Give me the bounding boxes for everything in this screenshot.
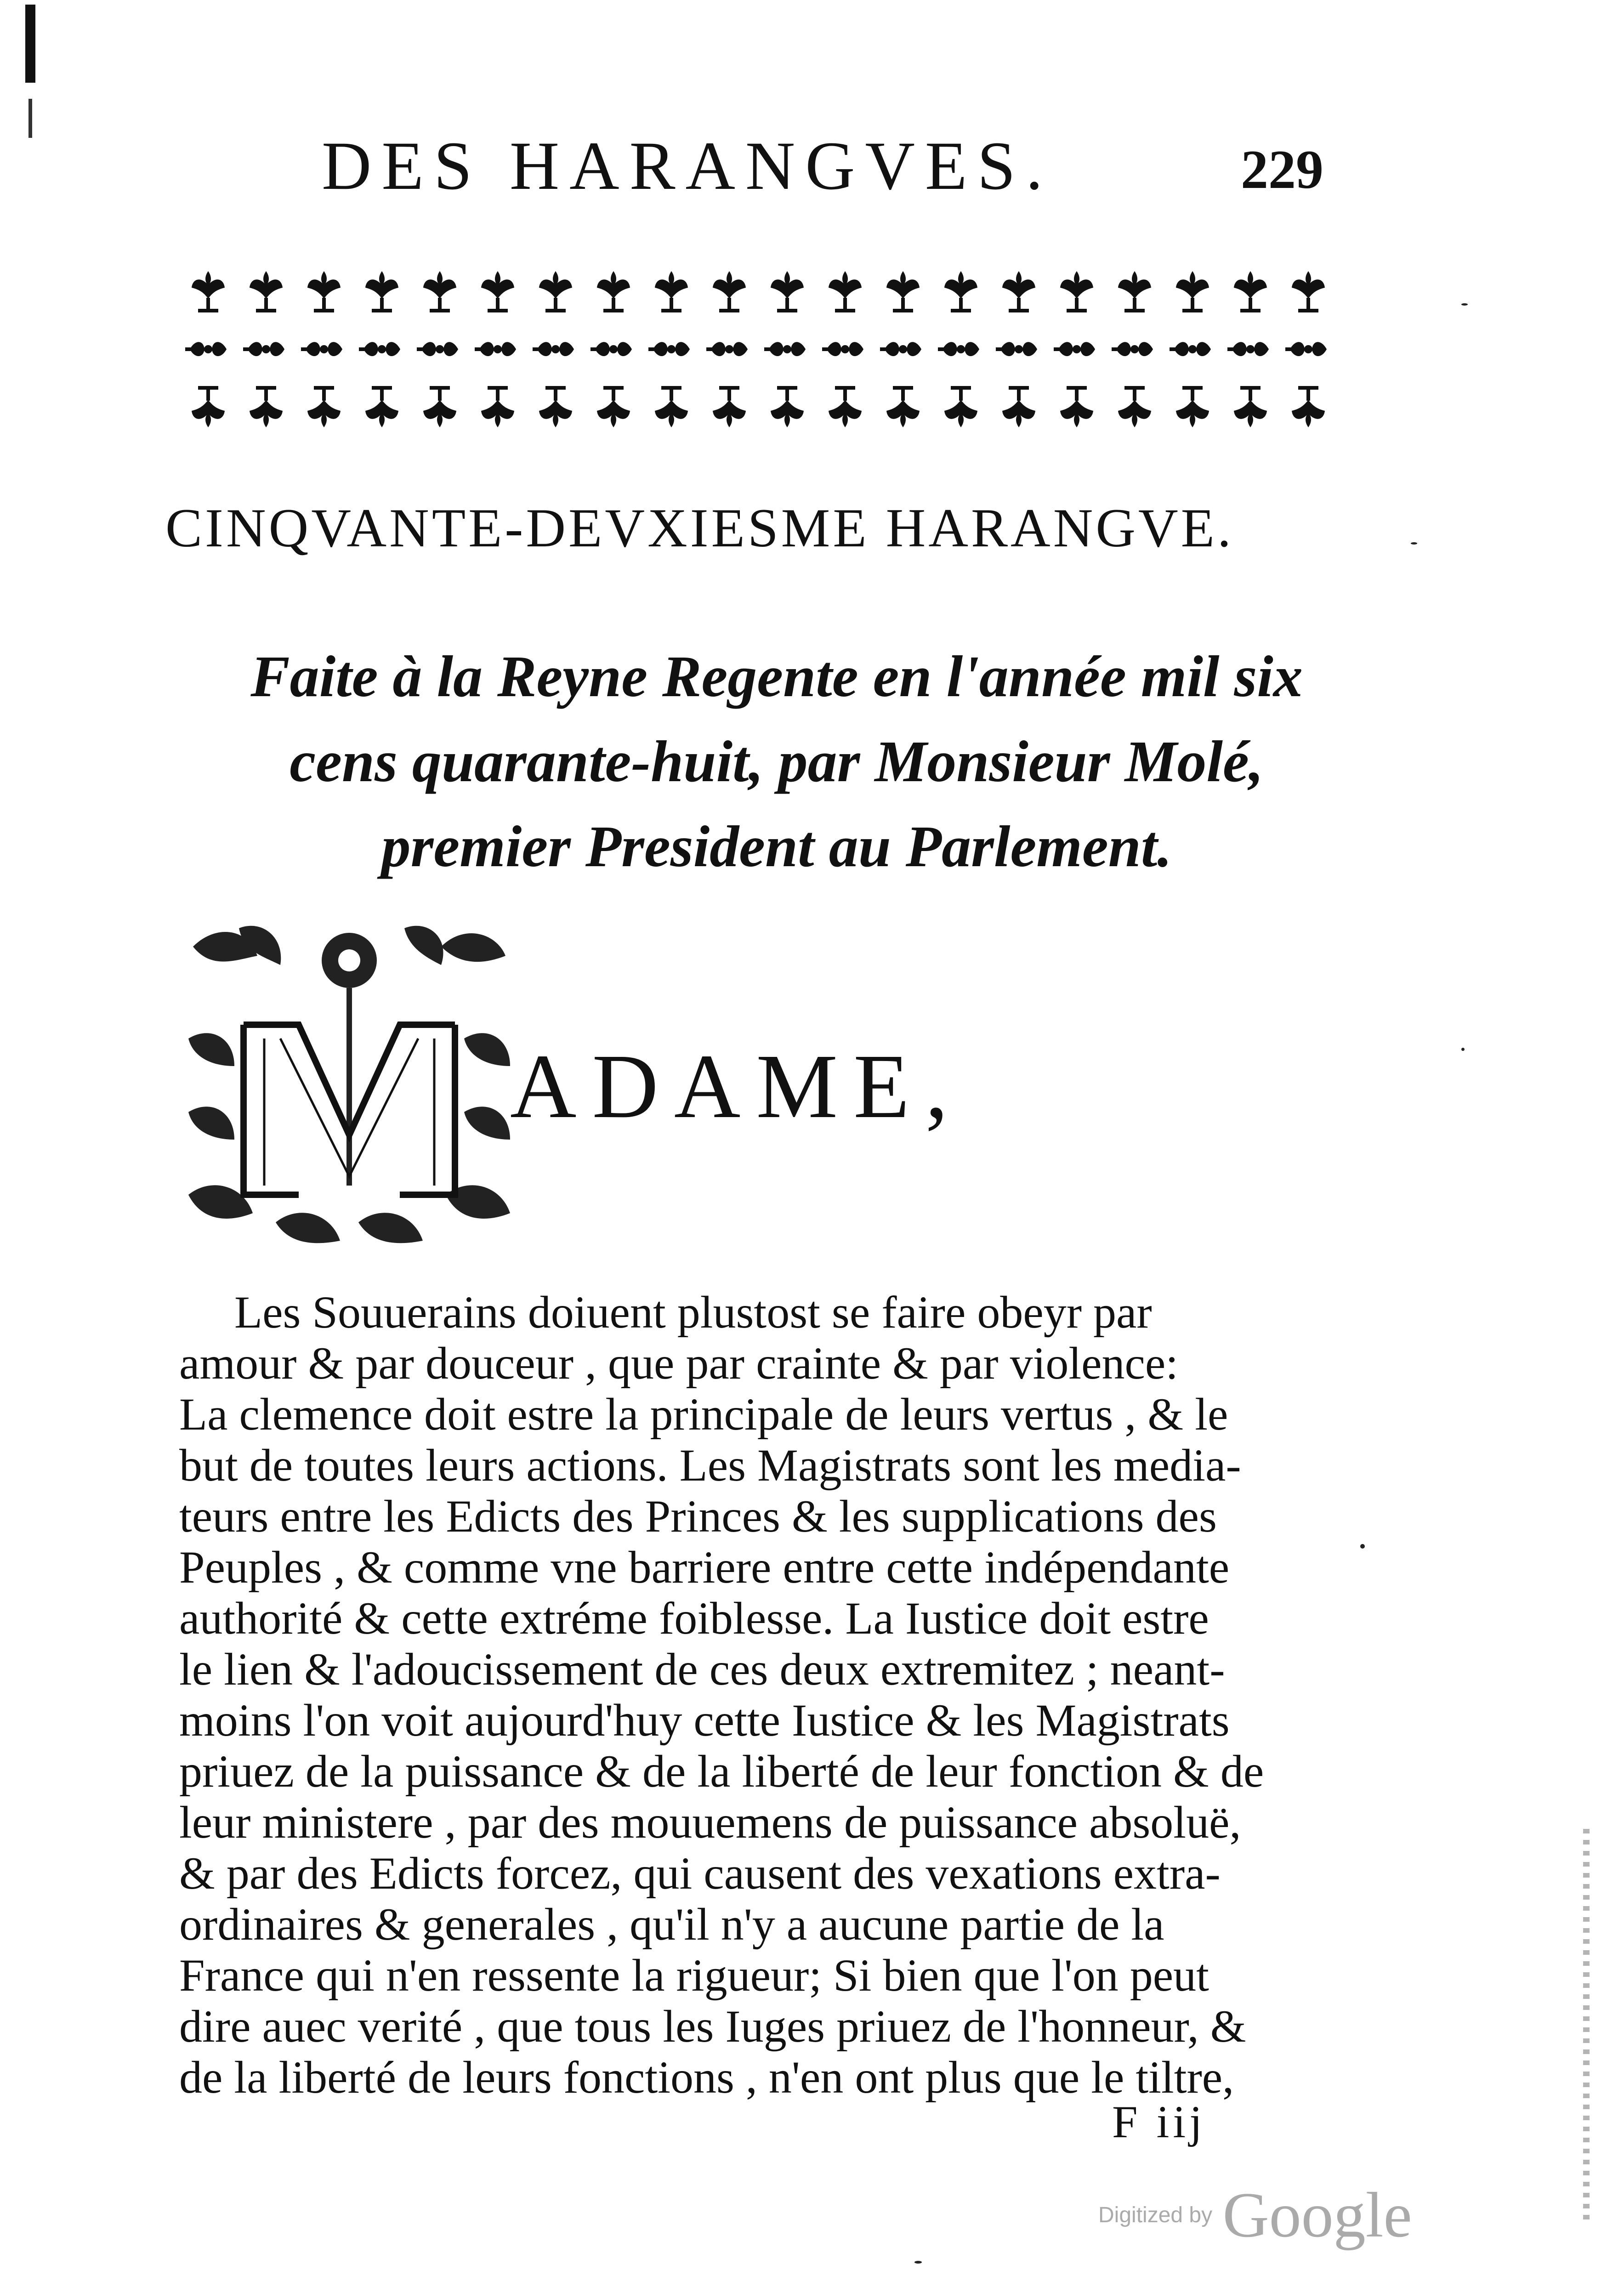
fleuron-icon	[539, 386, 572, 427]
fleuron-icon	[417, 342, 458, 356]
fleuron-icon	[938, 342, 979, 356]
fleuron-icon	[1060, 271, 1093, 312]
body-paragraph	[179, 1287, 1342, 2103]
fleuron-icon	[1118, 386, 1151, 427]
body-line: priuez de la puissance & de la liberté de leur fonction & de	[179, 1746, 1264, 1797]
fleuron-icon	[185, 342, 227, 356]
ink-speck	[1461, 1048, 1465, 1051]
fleuron-icon	[1054, 342, 1095, 356]
body-line: La clemence doit estre la principale de leurs vertus , & le	[179, 1389, 1228, 1440]
ink-speck	[1461, 303, 1468, 306]
fleuron-icon	[423, 271, 456, 312]
fleuron-icon	[822, 342, 863, 356]
fleuron-icon	[533, 342, 574, 356]
body-line: amour & par douceur , que par crainte & par violence:	[179, 1338, 1179, 1389]
body-line: le lien & l'adoucissement de ces deux extremitez ; neant-	[179, 1644, 1225, 1695]
subtitle-line: Faite à la Reyne Regente en l'année mil six	[250, 644, 1303, 709]
body-line: Les Souuerains doiuent plustost se faire obeyr par	[234, 1287, 1152, 1338]
fleuron-icon	[591, 342, 632, 356]
body-line: de la liberté de leurs fonctions , n'en ont plus que le tiltre,	[179, 2052, 1234, 2103]
salutation: ADAME,	[510, 1036, 964, 1137]
ink-speck	[914, 2261, 922, 2264]
fleuron-icon	[365, 271, 398, 312]
fleuron-icon	[771, 386, 804, 427]
ink-speck	[1360, 1544, 1365, 1549]
fleuron-icon	[475, 342, 516, 356]
fleuron-icon	[713, 271, 746, 312]
binding-edge-mark-small	[28, 99, 32, 138]
fleuron-icon	[301, 342, 342, 356]
fleuron-icon	[359, 342, 400, 356]
fleuron-icon	[307, 386, 341, 427]
fleuron-icon	[655, 271, 688, 312]
fleuron-icon	[1118, 271, 1151, 312]
fleuron-icon	[423, 386, 456, 427]
fleuron-band-icon	[179, 267, 1337, 437]
ink-speck	[1411, 542, 1417, 545]
fleuron-icon	[829, 386, 862, 427]
fleuron-icon	[648, 342, 690, 356]
body-line: France qui n'en ressente la rigueur; Si bien que l'on peut	[179, 1950, 1209, 2001]
body-line: Peuples , & comme vne barriere entre cette indépendante	[179, 1542, 1230, 1593]
fleuron-icon	[250, 271, 283, 312]
fleuron-icon	[886, 386, 920, 427]
watermark-prefix: Digitized by	[1098, 2203, 1213, 2227]
fleuron-icon	[1112, 342, 1153, 356]
fleuron-icon	[1002, 386, 1035, 427]
fleuron-icon	[1176, 386, 1209, 427]
fleuron-icon	[829, 271, 862, 312]
fleuron-icon	[944, 271, 977, 312]
subtitle-line: premier President au Parlement.	[381, 814, 1172, 879]
fleuron-icon	[1176, 271, 1209, 312]
fleuron-icon	[1227, 342, 1269, 356]
page-number: 229	[1241, 139, 1323, 200]
fleuron-icon	[1234, 271, 1267, 312]
fleuron-icon	[1292, 386, 1325, 427]
signature-mark: F iij	[1112, 2096, 1206, 2147]
fleuron-icon	[944, 386, 977, 427]
gutter-shadow	[1583, 1829, 1590, 2224]
fleuron-icon	[655, 386, 688, 427]
fleuron-icon	[1060, 386, 1093, 427]
fleuron-icon	[1285, 342, 1327, 356]
harangue-subtitle	[156, 634, 1397, 889]
fleuron-icon	[1170, 342, 1211, 356]
fleuron-icon	[597, 271, 630, 312]
harangue-heading: CINQVANTE-DEVXIESME HARANGVE.	[165, 497, 1234, 558]
fleuron-icon	[481, 386, 514, 427]
foliate-initial-icon	[184, 919, 515, 1250]
fleuron-icon	[771, 271, 804, 312]
fleuron-icon	[886, 271, 920, 312]
fleuron-icon	[250, 386, 283, 427]
fleuron-icon	[192, 271, 225, 312]
body-line: authorité & cette extréme foiblesse. La Iustice doit estre	[179, 1593, 1209, 1644]
fleuron-icon	[713, 386, 746, 427]
body-line: ordinaires & generales , qu'il n'y a aucune partie de la	[179, 1899, 1164, 1950]
subtitle-line: cens quarante-huit, par Monsieur Molé,	[290, 729, 1264, 794]
running-title: DES HARANGVES.	[322, 128, 1053, 204]
body-line: & par des Edicts forcez, qui causent des vexations extra-	[179, 1848, 1221, 1899]
fleuron-icon	[1292, 271, 1325, 312]
fleuron-icon	[996, 342, 1037, 356]
binding-edge-mark	[25, 5, 35, 83]
fleuron-icon	[307, 271, 341, 312]
body-line: but de toutes leurs actions. Les Magistrats sont les media-	[179, 1440, 1241, 1491]
watermark-brand: Google	[1222, 2179, 1412, 2251]
fleuron-icon	[764, 342, 806, 356]
fleuron-icon	[481, 271, 514, 312]
fleuron-icon	[880, 342, 921, 356]
body-line: moins l'on voit aujourd'huy cette Iustice & les Magistrats	[179, 1695, 1230, 1746]
fleuron-icon	[706, 342, 748, 356]
fleuron-icon	[192, 386, 225, 427]
fleuron-icon	[1002, 271, 1035, 312]
fleuron-icon	[243, 342, 284, 356]
body-line: dire auec verité , que tous les Iuges priuez de l'honneur, &	[179, 2001, 1246, 2052]
body-line: leur ministere , par des mouuemens de puissance absoluë,	[179, 1797, 1241, 1848]
body-line: teurs entre les Edicts des Princes & les supplications des	[179, 1491, 1217, 1542]
fleuron-icon	[365, 386, 398, 427]
digitized-watermark	[1098, 2178, 1412, 2252]
fleuron-icon	[539, 271, 572, 312]
fleuron-icon	[1234, 386, 1267, 427]
fleuron-icon	[597, 386, 630, 427]
